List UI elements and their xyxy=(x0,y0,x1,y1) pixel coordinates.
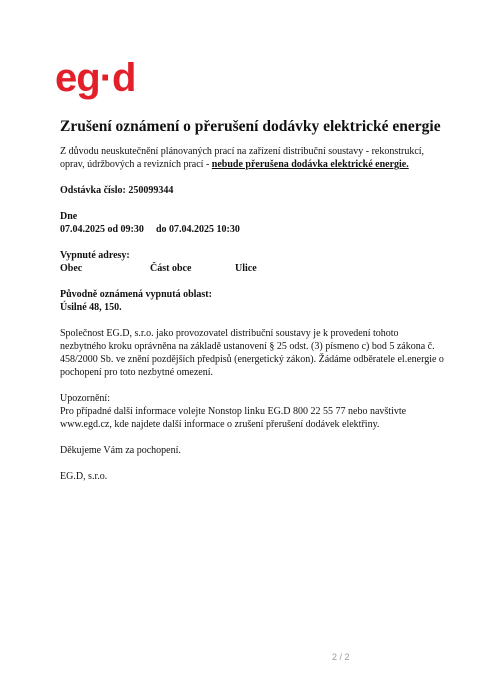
date-block xyxy=(60,210,445,236)
thanks-line: Děkujeme Vám za pochopení. xyxy=(60,445,181,456)
original-area-block xyxy=(60,288,445,314)
intro-text: Z důvodu neuskutečnění plánovaných prací na zařízení distribuční soustavy - rekonstrukcí, oprav, údržbových a revizních prací - xyxy=(60,146,425,170)
notice-label: Upozornění: xyxy=(60,393,110,404)
addresses-header-row xyxy=(60,262,445,275)
page-number: 2 / 2 xyxy=(332,652,350,662)
outage-label: Odstávka číslo: xyxy=(60,185,126,196)
original-area-label: Původně oznámená vypnutá oblast: xyxy=(60,289,212,300)
date-to: do 07.04.2025 10:30 xyxy=(156,224,240,235)
document-content xyxy=(60,118,445,483)
original-area-value: Úsilné 48, 150. xyxy=(60,302,122,313)
notice-block xyxy=(60,392,445,431)
column-obec: Obec xyxy=(60,263,83,274)
date-range xyxy=(60,223,445,236)
intro-emphasis: nebude přerušena dodávka elektrické energie. xyxy=(211,159,409,170)
notice-text: Pro případné další informace volejte Nonstop linku EG.D 800 22 55 77 nebo navštivte www.egd.cz, kde najdete další informace o zrušení přerušení dodávek elektřiny. xyxy=(60,406,407,430)
addresses-label: Vypnuté adresy: xyxy=(60,250,130,261)
signature: EG.D, s.r.o. xyxy=(60,471,108,482)
legal-paragraph: Společnost EG.D, s.r.o. jako provozovatel distribuční soustavy je k provedení tohoto nezbytného kroku oprávněna na základě ustanovení § 25 odst. (3) písmeno c) bod 5 zákona č. 458/2000 Sb. ve znění pozdějších předpisů (energetický zákon). Žádáme odběratele el.energie o pochopení pro toto nezbytné omezení. xyxy=(60,328,444,378)
column-cast-obce: Část obce xyxy=(150,263,192,274)
document-title: Zrušení oznámení o přerušení dodávky elektrické energie xyxy=(60,118,441,135)
date-from: 07.04.2025 od 09:30 xyxy=(60,224,144,235)
date-label: Dne xyxy=(60,211,78,222)
column-ulice: Ulice xyxy=(235,263,257,274)
addresses-block xyxy=(60,249,445,275)
intro-paragraph xyxy=(60,145,445,171)
egd-logo: eg·d xyxy=(55,56,136,100)
outage-number: 250099344 xyxy=(128,185,174,196)
outage-number-line xyxy=(60,184,445,197)
